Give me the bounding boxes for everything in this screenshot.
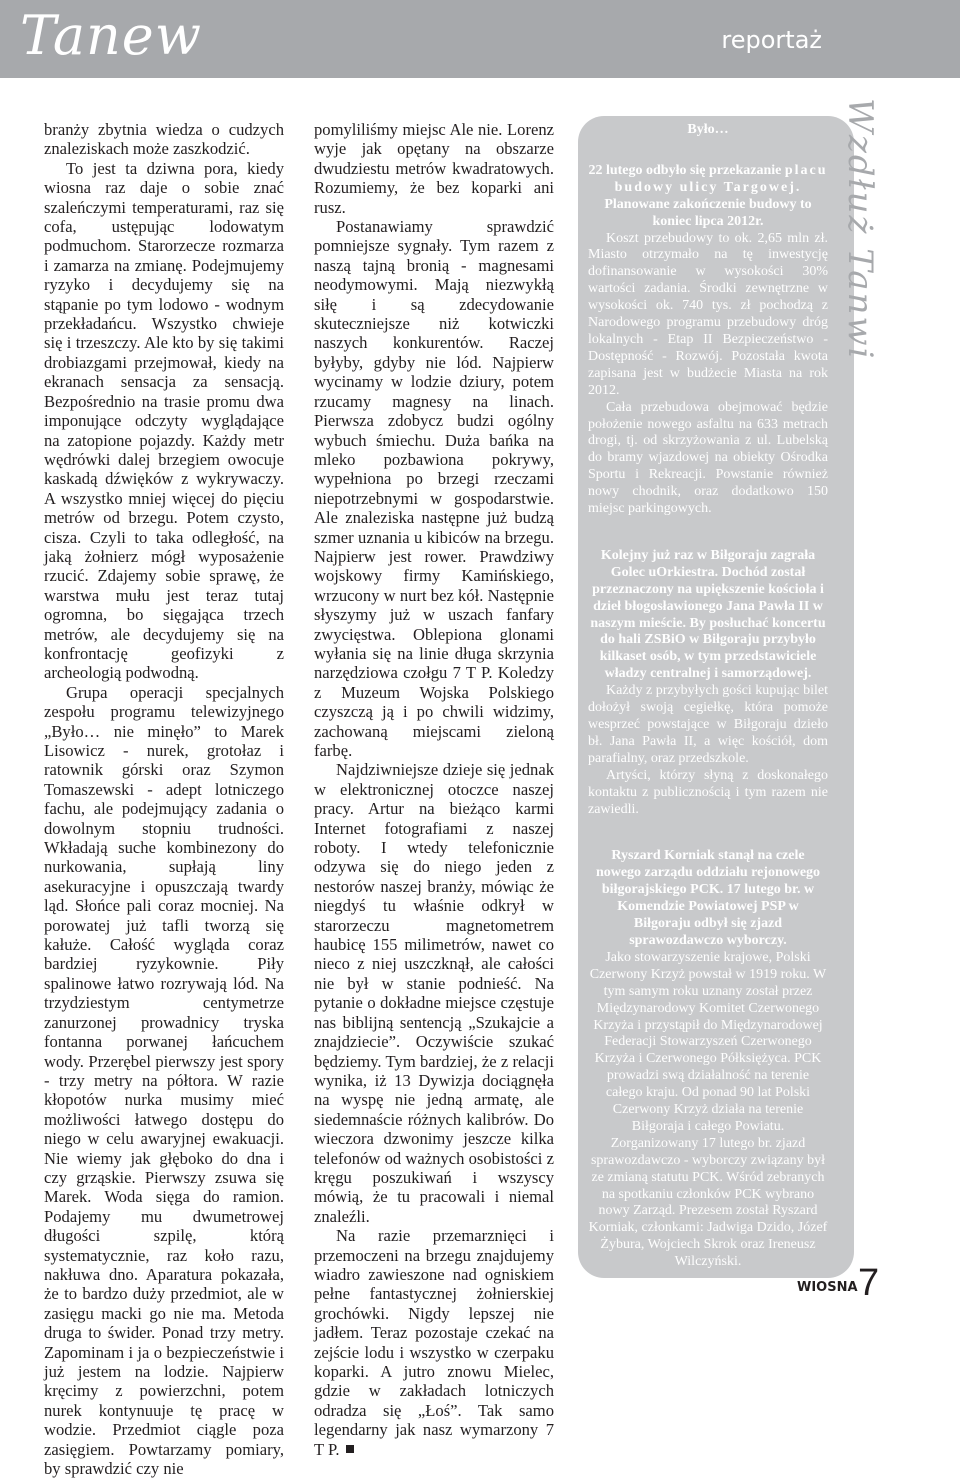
sidebar-heading: Było… xyxy=(687,122,729,137)
paragraph: Grupa operacji specjalnych zespołu programu telewizyjnego „Było… nie minęło” to Marek Lisowicz - nurek, grotołaz i ratownik górski oraz Szymon Tomaszewski - adept lotniczego fachu, ale podejmujący zadania o dowolnym stopniu trudności. Wkładają suche kombinezony do nurkowania, supłają liny asekuracyjne i opuszczają twardy ląd. Słońce pali coraz mocniej. Na porowatej już tafli tworzą się kałuże. Całość wygląda coraz bardziej ryzykownie. Piły spalinowe łatwo rozrywają lód. Na trzydziestym centymetrze zanurzonej prowadnicy tryska fontanna porwanej łańcuchem wody. Przerębel pierwszy jest spory - trzy metry na półtora. W razie kłopotów nurka musimy mieć możliwości łatwego dostępu do niego w celu awaryjnej ewakuacji. Nie wiemy jak głęboko do dna i czy grząskie. Pierwszy zsuwa się Marek. Woda sięga do ramion. Podajemy mu dwumetrowej długości szpilę, którą systematycznie, raz koło razu, nakłuwa dno. Aparatura pokazała, że to bardzo duży przedmiot, ale w zasięgu macki go nie ma. Metoda druga to świder. Ponad trzy metry. Zapominam i ja o bezpieczeństwie i już jestem na lodzie. Najpierw kręcimy z powierzchni, potem nurek kontynuuje tę pracę w wodzie. Przedmiot ciągle poza zasięgiem. Powtarzamy pomiary, by sprawdzić czy nie xyxy=(44,682,284,1478)
sidebar-news xyxy=(588,122,828,1271)
issue-label: WIOSNA xyxy=(797,1280,858,1295)
news-paragraph: Jako stowarzyszenie krajowe, Polski Czerwony Krzyż powstał w 1919 roku. W tym samym roku uznany został przez Międzynarodowy Komitet Czerwonego Krzyża i przystąpił do Międzynarodowej Federacji Stowarzyszeń Czerwonego Krzyża i Czerwonego Półksiężyca. PCK prowadzi swą działalność na terenie całego kraju. Od ponad 90 lat Polski Czerwony Krzyż działa na terenie Biłgoraja i całego Powiatu. Zorganizowany 17 lutego br. zjazd sprawozdawczo - wyborczy związany był ze zmianą statutu PCK. Wśród zebranych na spotkaniu członków PCK wybrano nowy Zarząd. Prezesem został Ryszard Korniak, członkami: Jadwiga Dzido, Józef Żybura, Wojciech Skrok oraz Ireneusz Wilczyński. xyxy=(588,949,828,1270)
paragraph: Postanawiamy sprawdzić pomniejsze sygnały. Tym razem z naszą tajną bronią - magnesami neodymowymi. Mają niezwykłą siłę i są zdecydowanie skuteczniejsze niż kotwiczki naszych konkurentów. Raczej byłyby, gdyby nie lód. Najpierw wycinamy w lodzie dziury, potem rzucamy magnesy na linach. Pierwsza zdobycz budzi ogólny wybuch śmiechu. Duża bańka na mleko pozbawiona pokrywy, wypełniona po brzegi rzeczami niepotrzebnymi w gospodarstwie. Ale znaleziska następne już budzą szmer uznania u kibiców na brzegu. Najpierw jest rower. Prawdziwy wojskowy firmy Kamińskiego, wrzucony w nurt bez kół. Następnie słyszymy już w uszach fanfary zwycięstwa. Oblepiona glonami wyłania się na linie długa skrzynia narzędziowa czołgu 7 T P. Koledzy z Muzeum Wojska Polskiego czyszczą ją i po chwili widzimy, zachowaną miejscami zieloną farbę. xyxy=(314,217,554,760)
news-paragraph: Każdy z przybyłych gości kupując bilet dołożył swoją cegiełkę, która pomoże wesprzeć powstające w Biłgoraju dzieło bł. Jana Pawła II, a więc kościół, dom parafialny, oraz przedszkole. xyxy=(588,683,828,766)
news-lead xyxy=(588,163,828,231)
spacer xyxy=(588,139,828,163)
end-mark-icon xyxy=(346,1445,354,1453)
news-lead-text: Planowane zakończenie budowy to koniec lipca 2012r. xyxy=(604,196,812,229)
news-lead: Ryszard Korniak stanął na czele nowego zarządu oddziału rejonowego biłgorajskiego PCK. 17 lutego br. w Komendzie Powiatowej PSP w Biłgoraju odbył się zjazd sprawozdawczo wyborczy. xyxy=(595,848,821,948)
spacer xyxy=(588,818,828,848)
news-paragraph: Artyści, którzy słyną z doskonałego kontaktu z publicznością i tym razem nie zawiedli. xyxy=(588,767,828,817)
paragraph: pomyliliśmy miejsc Ale nie. Lorenz wyje jak opętany na obszarze dwudziestu metrów kwadratowych. Rozumiemy, że bez koparki ani rusz. xyxy=(314,120,554,217)
paragraph: branży zbytnia wiedza o cudzych znaleziskach może zaszkodzić. xyxy=(44,120,284,159)
header-bar xyxy=(0,0,960,78)
news-lead: Kolejny już raz w Biłgoraju zagrała Golec uOrkiestra. Dochód został przeznaczony na upiększenie kościoła i dzieł błogosławionego Jana Pawła II w naszym mieście. By posłuchać koncertu do hali ZSBiO w Biłgoraju przybyło kilkaset osób, w tym przedstawiciele władzy centralnej i samorządowej. xyxy=(590,547,826,682)
vertical-title xyxy=(826,98,896,398)
news-lead-text: 22 lutego odbyło się przekazanie xyxy=(588,162,785,178)
news-lead-text: placu budowy ulicy Targowej. xyxy=(614,162,828,195)
news-paragraph: Koszt przebudowy to ok. 2,65 mln zł. Miasto otrzymało na tę inwestycję dofinansowanie w wysokości 30% wartości zadania. Środki zewnętrzne w wysokości ok. 740 tys. zł pochodzą z Narodowego programu przebudowy dróg lokalnych - Etap II Bezpieczeństwo - Dostępność - Rozwój. Pozostała kwota zapisana jest w budżecie Miasta na rok 2012. xyxy=(588,230,828,398)
paragraph-text: Na razie przemarznięci i przemoczeni na brzegu znajdujemy wiadro zawieszone nad ogniskiem pełne fantastycznej żołnierskiej grochówki. Nigdy lepszej nie jadłem. Teraz pozostaje czekać na zejście lodu i wszystko w czerpaku koparki. A jutro znowu Mielec, gdzie w zakładach lotniczych odradza się „Łoś”. Tak samo legendarny jak nasz wymarzony 7 T P. xyxy=(314,1226,554,1459)
magazine-logo: Tanew xyxy=(20,4,202,67)
paragraph-final xyxy=(314,1226,554,1459)
article-column-2 xyxy=(314,120,554,1459)
paragraph: To jest ta dziwna pora, kiedy wiosna raz daje o sobie znać szaleńczymi temperaturami, raz się cofa, ustępując lodowatym podmuchom. Starorzecze rozmarza i zamarza na zmianę. Podejmujemy ryzyko i decydujemy się na stąpanie po tym lodowo - wodnym przekładańcu. Wszystko chwieje się i trzeszczy. Ale kto by się takimi drobiazgami przejmował, kiedy na ekranach sensacja za sensacją. Bezpośrednio na trasie promu dwa imponujące odczyty wyglądające na zatopione pojazdy. Każdy metr wędrówki dalej brzegiem owocuje kaskadą dźwięków z wykrywaczy. A wszystko mniej więcej do pięciu metrów od brzegu. Potem czysto, cisza. Czyli to taka odległość, na jaką żołnierz mógł wyposażenie rzucić. Zdajemy sobie sprawę, że warstwa mułu jest teraz tutaj ogromna, bo sięgająca trzech metrów, ale decydujemy się na konfrontację geofizyki z archeologią podwodną. xyxy=(44,158,284,683)
article-column-1 xyxy=(44,120,284,1478)
paragraph: Najdziwniejsze dzieje się jednak w elektronicznej otoczce naszej pracy. Artur na bieżąco karmi Internet fotografiami z naszej roboty. I wtedy telefonicznie odzywa się do niego jeden z nestorów naszej branży, mówiąc że niegdyś tu właśnie odkrył w starorzeczu magnetometrem haubicę 155 milimetrów, nawet co nieco z niej uszczknął, ale całości nie był w stanie podnieść. Na pytanie o dokładne miejsce częstuje nas biblijną sentencją „Szukajcie a znajdziecie”. Oczywiście szukać będziemy. Tym bardziej, że z relacji wynika, iż 13 Dywizja dociągnęła na wyspę nie jedną armatę, ale siedemnaście różnych kalibrów. Do wieczora dzwonimy jeszcze kilka telefonów od ważnych osobistości z kręgu poszukiwań i wszyscy mówią, że tu pracowali i niemal znaleźli. xyxy=(314,760,554,1226)
vertical-title-text: Wzdłuż Tanwi xyxy=(840,98,880,361)
page-number: 7 xyxy=(858,1262,880,1304)
spacer xyxy=(588,518,828,548)
news-paragraph: Cała przebudowa obejmować będzie położenie nowego asfaltu na 633 metrach drogi, tj. od skrzyżowania z ul. Lubelską do bramy wjazdowej na obiekty Ośrodka Sportu i Rekreacji. Powstanie również nowy chodnik, oraz dodatkowo 150 miejsc parkingowych. xyxy=(588,399,828,517)
section-label: reportaż xyxy=(721,26,822,54)
